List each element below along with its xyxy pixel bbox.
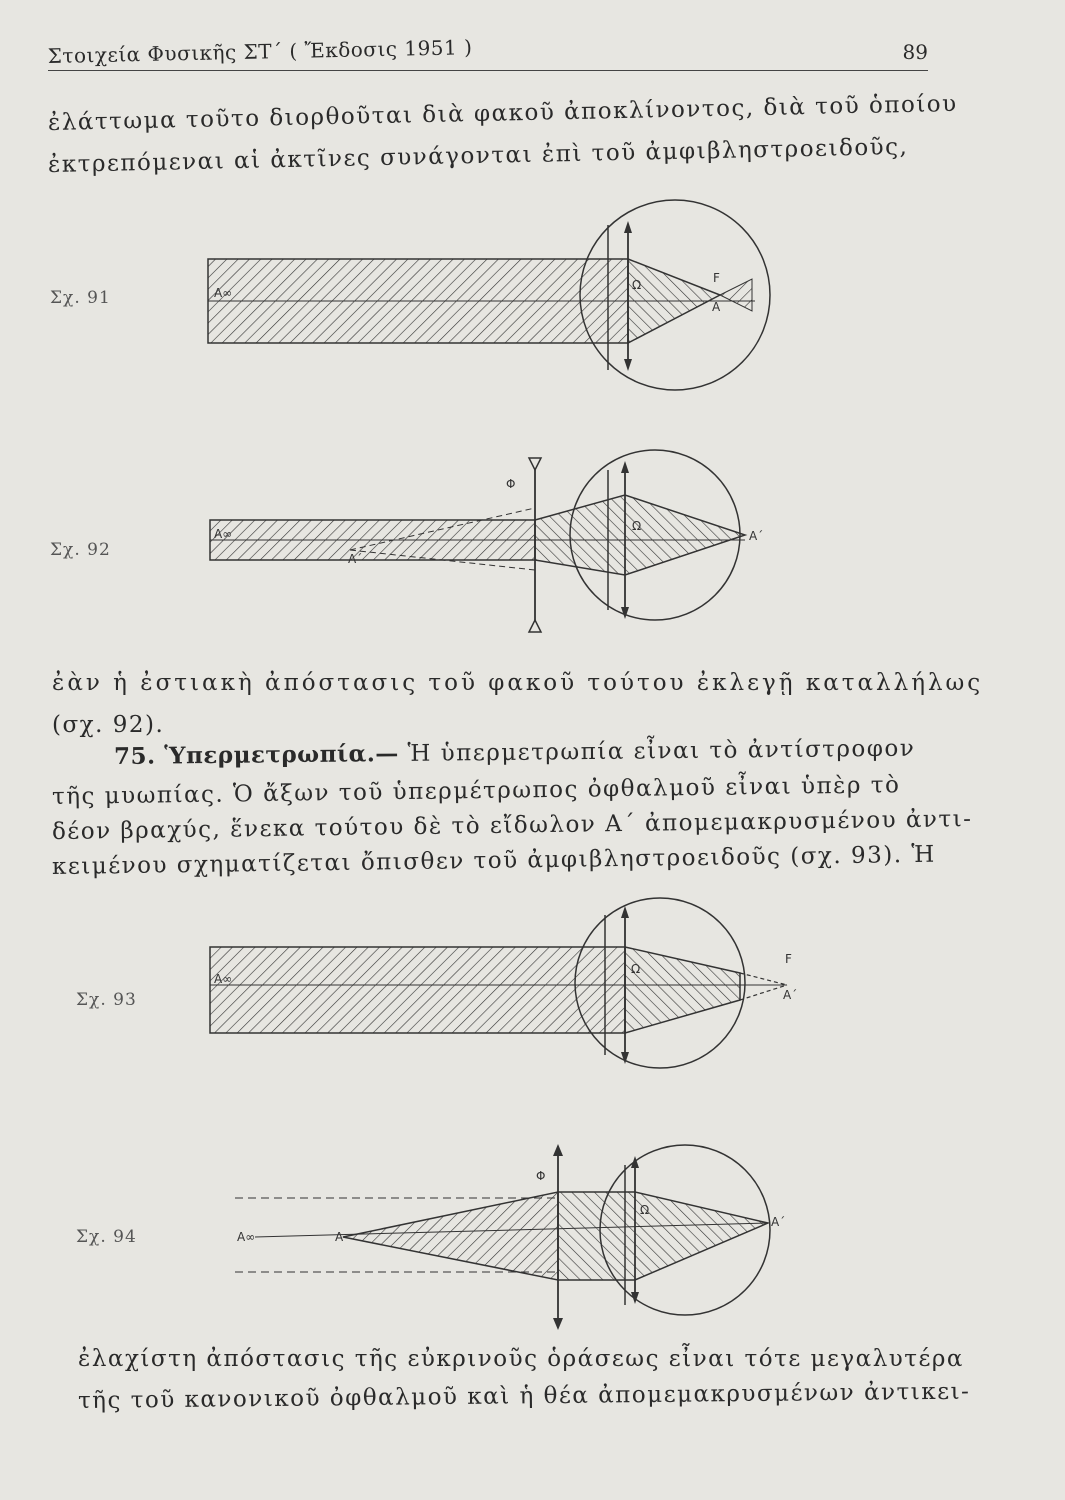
label-image: Α	[712, 300, 721, 314]
section-number: 75.	[113, 742, 156, 770]
text-line: ἐκτρεπόμεναι αἱ ἀκτῖνες συνάγονται ἐπὶ τοῦ ἀμφιβληστροειδοῦς,	[47, 133, 909, 178]
label-near-point: Α	[335, 1230, 344, 1244]
figure-93-hyperopia-diagram	[205, 895, 805, 1075]
refracted-beam	[535, 495, 745, 575]
figure-94-corrected-hyperopia-diagram	[225, 1140, 805, 1340]
text-line: τῆς τοῦ κανονικοῦ ὀφθαλμοῦ καὶ ἡ θέα ἀπομεμακρυσμένων ἀντικει-	[77, 1378, 971, 1414]
arrow-head-icon	[553, 1318, 563, 1330]
arrow-head-icon	[624, 221, 632, 233]
arrow-head-icon	[621, 906, 629, 918]
label-lens: Ω	[631, 962, 641, 976]
text-line: (σχ. 92).	[52, 712, 165, 738]
text-line: τῆς μυωπίας. Ὁ ἄξων τοῦ ὑπερμέτρωπος ὀφθαλμοῦ εἶναι ὑπὲρ τὸ	[51, 772, 901, 810]
label-object: Α∞	[214, 972, 233, 986]
arrow-head-icon	[621, 461, 629, 473]
label-virtual-image: Α΄	[348, 552, 363, 566]
section-heading-line	[114, 737, 915, 769]
incident-beam	[210, 947, 625, 1033]
arrow-head-icon	[631, 1156, 639, 1168]
section-title: Ὑπερμετρωπία.—	[164, 740, 399, 770]
text-line: ἐλάττωμα τοῦτο διορθοῦται διὰ φακοῦ ἀποκλίνοντος, διὰ τοῦ ὁποίου	[47, 90, 958, 136]
label-object: Α∞	[237, 1230, 256, 1244]
label-object: Α∞	[214, 527, 233, 541]
text-line: κειμένου σχηματίζεται ὄπισθεν τοῦ ἀμφιβληστροειδοῦς (σχ. 93). Ἡ	[51, 841, 936, 880]
text-line: δέον βραχύς, ἕνεκα τούτου δὲ τὸ εἴδωλον Α΄ ἀπομεμακρυσμένου ἀντι-	[51, 806, 973, 845]
refracted-beam	[625, 947, 740, 1033]
label-lens: Ω	[632, 519, 642, 533]
refracted-beam	[558, 1192, 768, 1280]
header-rule	[48, 70, 928, 71]
extended-ray	[740, 985, 787, 1000]
figure-caption: Σχ. 92	[50, 540, 111, 560]
text-line: ἐὰν ἡ ἐστιακὴ ἀπόστασις τοῦ φακοῦ τούτου ἐκλεγῇ καταλλήλως	[52, 670, 984, 696]
label-focus: F	[713, 271, 720, 285]
label-lens-plus: Φ	[536, 1169, 546, 1183]
text-line: ἐλαχίστη ἀπόστασις τῆς εὐκρινοῦς ὁράσεως εἶναι τότε μεγαλυτέρα	[78, 1346, 964, 1372]
label-lens: Ω	[632, 278, 642, 292]
label-lens: Ω	[640, 1203, 650, 1217]
label-lens-minus: Φ	[506, 477, 516, 491]
arrow-head-icon	[553, 1144, 563, 1156]
text-span: Ἡ ὑπερμετρωπία εἶναι τὸ ἀντίστροφον	[407, 735, 916, 767]
label-image: Α΄	[749, 529, 764, 543]
diverging-beam	[343, 1192, 558, 1280]
running-title: Στοιχεία Φυσικῆς ΣΤ΄ ( Ἔκδοσις 1951 )	[47, 35, 473, 68]
label-object: Α∞	[214, 286, 233, 300]
diverging-cone	[720, 279, 752, 311]
arrow-head-icon	[624, 359, 632, 371]
label-focus: F	[785, 952, 792, 966]
figure-92-corrected-myopia-diagram	[200, 450, 770, 640]
extended-ray	[740, 973, 787, 985]
label-image: Α΄	[771, 1215, 786, 1229]
arrow-head-icon	[631, 1292, 639, 1304]
label-image: Α΄	[783, 988, 798, 1002]
figure-caption: Σχ. 93	[76, 990, 137, 1010]
page-header	[47, 35, 928, 74]
page-number: 89	[902, 40, 928, 64]
figure-caption: Σχ. 94	[76, 1227, 137, 1247]
figure-91-myopia-diagram	[200, 195, 770, 395]
figure-caption: Σχ. 91	[50, 288, 111, 308]
